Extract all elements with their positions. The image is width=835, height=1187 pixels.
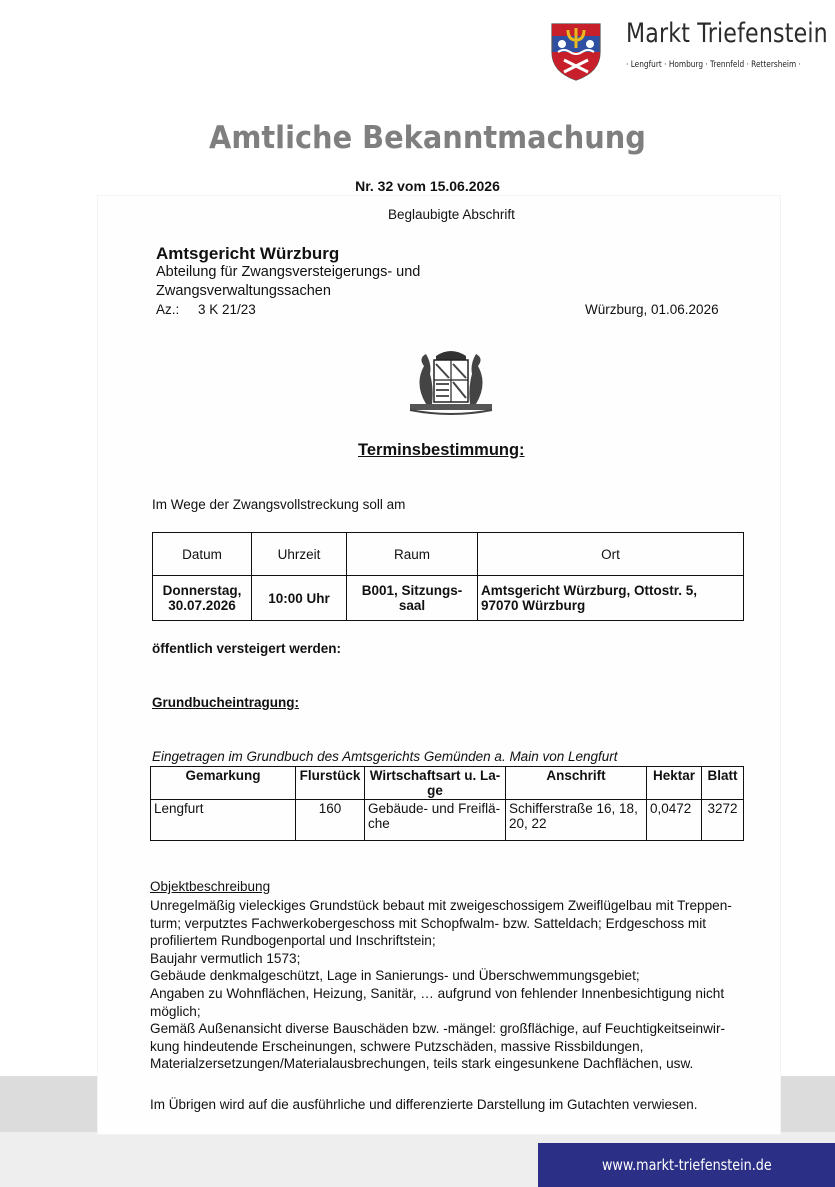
col-uhrzeit: Uhrzeit bbox=[252, 533, 347, 576]
cell-anschrift: Schifferstraße 16, 18, 20, 22 bbox=[506, 800, 647, 841]
object-description-heading: Objektbeschreibung bbox=[150, 879, 271, 894]
file-number-label: Az.: bbox=[156, 302, 180, 317]
description-line: Materialzersetzungen/Materialausbrechungen, teils stark eingesunkene Dachflächen, usw. bbox=[150, 1056, 694, 1072]
cell-flurstueck: 160 bbox=[296, 800, 365, 841]
brand-subtitle: · Lengfurt · Homburg · Trennfeld · Rettersheim · bbox=[626, 60, 801, 70]
description-line: Gemäß Außenansicht diverse Bauschäden bzw. -mängel: großflächige, auf Feuchtigkeitseinwir- bbox=[150, 1021, 725, 1037]
place-line-1: Amtsgericht Würzburg, Ottostr. 5, bbox=[481, 583, 698, 598]
room-line-2: saal bbox=[398, 598, 426, 613]
cell-date bbox=[153, 576, 252, 621]
grundbuch-heading: Grundbucheintragung: bbox=[152, 695, 299, 710]
section-heading: Terminsbestimmung: bbox=[358, 441, 525, 459]
auction-date-table bbox=[152, 532, 744, 621]
description-line: Baujahr vermutlich 1573; bbox=[150, 950, 301, 966]
cell-hektar: 0,0472 bbox=[647, 800, 702, 841]
place-date: Würzburg, 01.06.2026 bbox=[585, 302, 719, 317]
cell-wirtschaftsart: Gebäude- und Freiflä-che bbox=[365, 800, 506, 841]
municipal-crest bbox=[550, 22, 602, 82]
grundbuch-caption: Eingetragen im Grundbuch des Amtsgerichts Gemünden a. Main von Lengfurt bbox=[152, 749, 618, 764]
room-line-1: B001, Sitzungs- bbox=[361, 583, 463, 598]
cell-gemarkung: Lengfurt bbox=[151, 800, 296, 841]
department-line-2: Zwangsverwaltungssachen bbox=[156, 283, 331, 299]
object-description bbox=[150, 897, 750, 1073]
description-line: turm; verputztes Fachwerkobergeschoss mit Schopfwalm- bzw. Satteldach; Erdgeschoss mit bbox=[150, 915, 707, 931]
court-name: Amtsgericht Würzburg bbox=[156, 244, 340, 263]
col-raum: Raum bbox=[347, 533, 478, 576]
table-row bbox=[151, 800, 744, 841]
col-wirtschaftsart: Wirtschaftsart u. La-ge bbox=[365, 767, 506, 800]
col-datum: Datum bbox=[153, 533, 252, 576]
certified-copy-label: Beglaubigte Abschrift bbox=[388, 207, 515, 222]
col-hektar: Hektar bbox=[647, 767, 702, 800]
description-line: Gebäude denkmalgeschützt, Lage in Sanierungs- und Überschwemmungsgebiet; bbox=[150, 968, 640, 984]
place-line-2: 97070 Würzburg bbox=[481, 598, 586, 613]
date-line-1: Donnerstag, bbox=[162, 583, 242, 598]
cell-place bbox=[478, 576, 744, 621]
col-gemarkung: Gemarkung bbox=[151, 767, 296, 800]
public-auction-text: öffentlich versteigert werden: bbox=[152, 641, 342, 656]
description-line: kung hindeutende Erscheinungen, schwere Putzschäden, massive Rissbildungen, bbox=[150, 1038, 644, 1054]
date-line-2: 30.07.2026 bbox=[168, 598, 236, 613]
col-flurstueck: Flurstück bbox=[296, 767, 365, 800]
brand-title: Markt Triefenstein bbox=[626, 18, 828, 49]
description-line: profiliertem Rundbogenportal und Inschriftstein; bbox=[150, 933, 436, 949]
department-line-1: Abteilung für Zwangsversteigerungs- und bbox=[156, 264, 421, 280]
website-link[interactable] bbox=[538, 1143, 835, 1187]
file-number: 3 K 21/23 bbox=[198, 302, 256, 317]
cell-time: 10:00 Uhr bbox=[252, 576, 347, 621]
issue-number: Nr. 32 vom 15.06.2026 bbox=[355, 178, 500, 194]
bavarian-coat-of-arms bbox=[396, 344, 506, 416]
website-url: www.markt-triefenstein.de bbox=[601, 1156, 772, 1174]
cell-blatt: 3272 bbox=[702, 800, 744, 841]
page-title: Amtliche Bekanntmachung bbox=[209, 120, 646, 156]
col-ort: Ort bbox=[478, 533, 744, 576]
description-line: Unregelmäßig vieleckiges Grundstück bebaut mit zweigeschossigem Zweiflügelbau mit Treppen- bbox=[150, 898, 732, 913]
land-register-table bbox=[150, 766, 744, 841]
intro-text: Im Wege der Zwangsvollstreckung soll am bbox=[152, 497, 406, 512]
col-blatt: Blatt bbox=[702, 767, 744, 800]
closing-text: Im Übrigen wird auf die ausführliche und differenzierte Darstellung im Gutachten verwiesen. bbox=[150, 1097, 698, 1112]
cell-room bbox=[347, 576, 478, 621]
col-anschrift: Anschrift bbox=[506, 767, 647, 800]
description-line: möglich; bbox=[150, 1003, 201, 1019]
description-line: Angaben zu Wohnflächen, Heizung, Sanitär, … aufgrund von fehlender Innenbesichtigung nicht bbox=[150, 985, 725, 1001]
